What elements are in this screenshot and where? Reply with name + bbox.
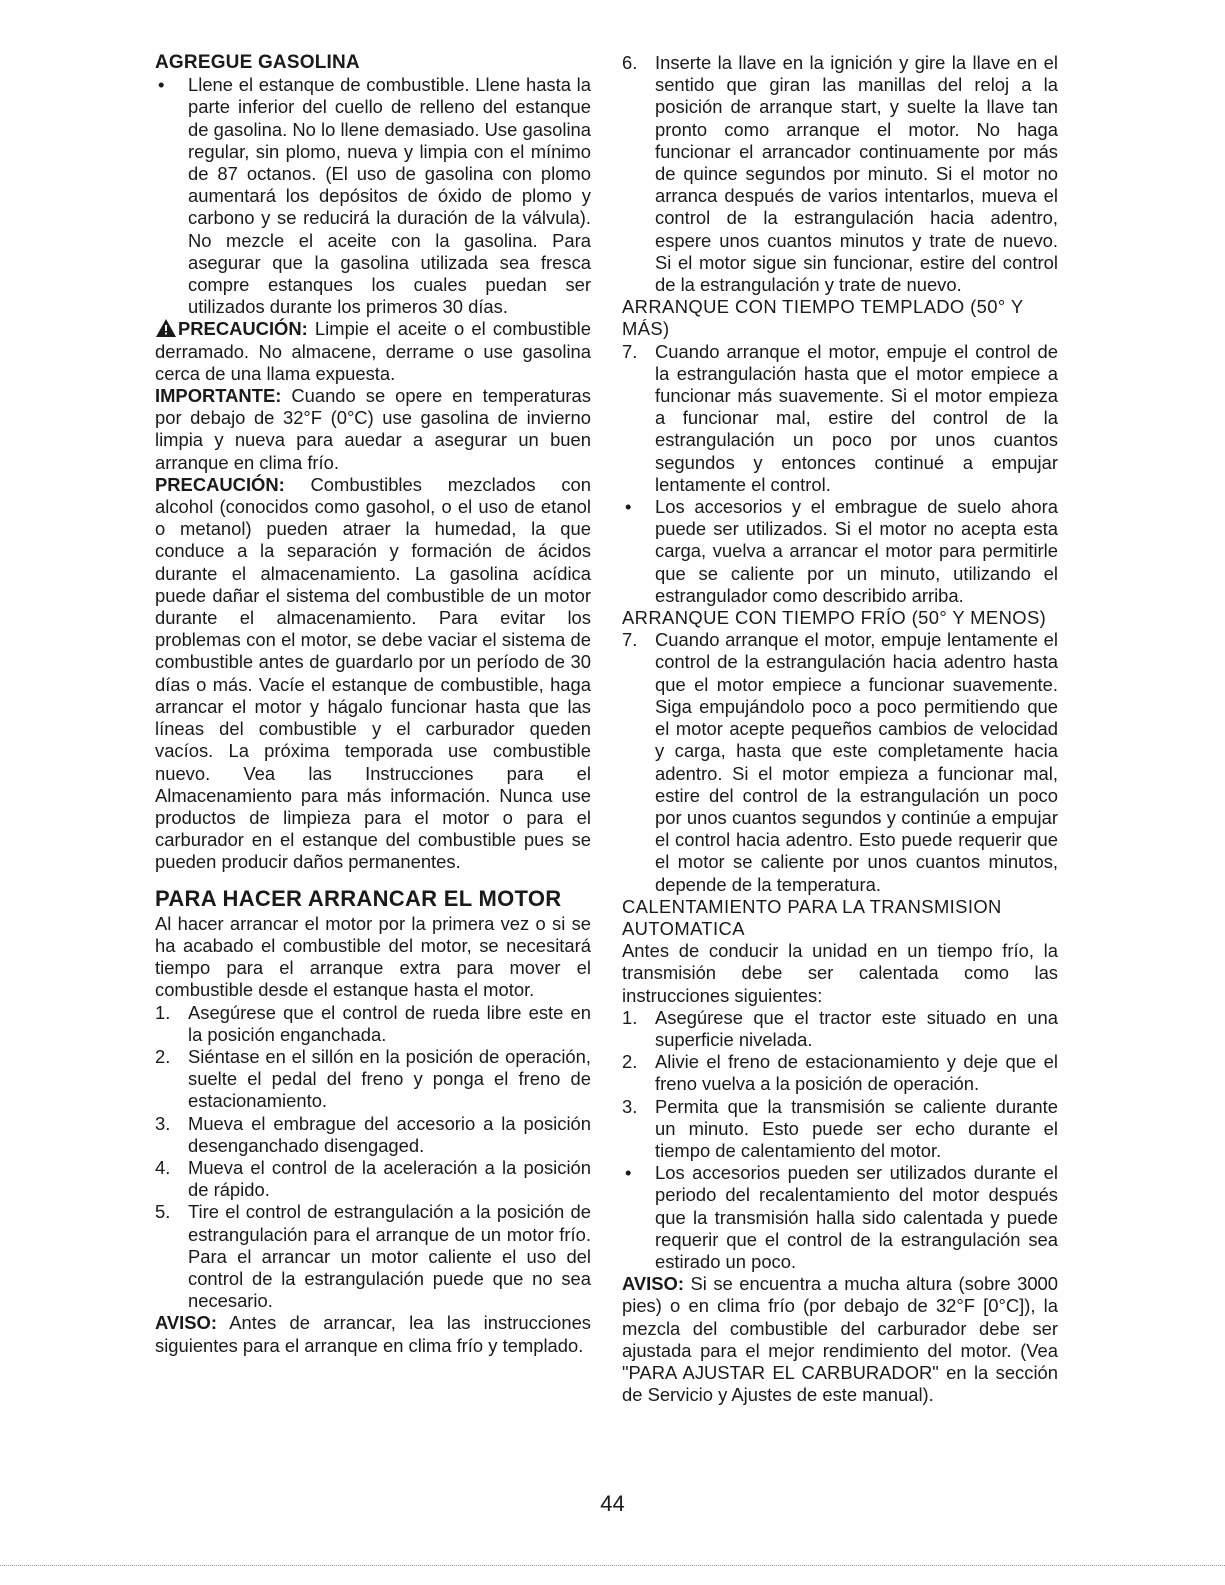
step-number: 2. [155, 1045, 171, 1067]
list-item-step-1 [155, 1002, 591, 1046]
step-number: 5. [155, 1201, 171, 1223]
step-text: Alivie el freno de estacionamiento y deje que el freno vuelva a la posición de operación. [655, 1051, 1058, 1095]
notice-paragraph-left [155, 1312, 591, 1356]
list-item-trans-step-1 [622, 1007, 1058, 1051]
step-number: 3. [155, 1112, 171, 1134]
list-item-step-6 [622, 52, 1058, 296]
bullet-text: Los accesorios y el embrague de suelo ahora puede ser utilizados. Si el motor no acepta esta carga, vuelva a arrancar el motor para permitirle que se caliente por un minuto, utilizando el estrangulador como describido arriba. [655, 496, 1058, 606]
list-item-cold-step-7 [622, 629, 1058, 895]
notice-text: Si se encuentra a mucha altura (sobre 3000 pies) o en clima frío (por debajo de 32°F [0°C]), la mezcla del combustible del carburador debe ser ajustada para el mejor rendimiento del motor. (Vea "PARA AJUSTAR EL CARBURADOR" en la sección de Servicio y Ajustes de este manual). [622, 1273, 1058, 1406]
caution-alcohol-label: PRECAUCIÓN: [155, 473, 285, 495]
list-item-warm-step-7 [622, 341, 1058, 496]
step-number: 7. [622, 629, 638, 651]
important-paragraph [155, 385, 591, 474]
divider [0, 1565, 1225, 1567]
step-text: Mueva el embrague del accesorio a la posición desenganchado disengaged. [188, 1112, 591, 1156]
heading-start-engine: PARA HACER ARRANCAR EL MOTOR [155, 885, 562, 911]
warning-triangle-icon [155, 318, 177, 338]
heading-add-fuel: AGREGUE GASOLINA [155, 52, 360, 73]
fill-tank-text: Llene el estanque de combustible. Llene hasta la parte inferior del cuello de relleno del estanque de gasolina. No lo llene demasiado. Use gasolina regular, sin plomo, nueva y limpia con el mínimo de 87 octanos. (El uso de gasolina con plomo aumentará los depósitos de óxido de plomo y carbono y se reducirá la duración de la válvula). No mezcle el aceite con la gasolina. Para asegurar que la gasolina utilizada sea fresca compre estanques los cuales puedan ser utilizados durante los primeros 30 días. [188, 74, 591, 318]
notice-label: AVISO: [622, 1273, 684, 1295]
bullet-text: Los accesorios pueden ser utilizados durante el periodo del recalentamiento del motor después que la transmisión halla sido calentada y puede requerir que el control de la estrangulación sea estirado un poco. [655, 1162, 1058, 1272]
heading-warm-start: ARRANQUE CON TIEMPO TEMPLADO (50° Y MÁS) [622, 296, 1024, 340]
caution-spill-text: Limpie el aceite o el combustible derramado. No almacene, derrame o use gasolina cerca de una llama expuesta. [155, 318, 591, 384]
list-item-step-2 [155, 1046, 591, 1113]
caution-spill-paragraph [155, 318, 591, 385]
notice-text: Antes de arrancar, lea las instrucciones siguientes para el arranque en clima frío y templado. [155, 1312, 591, 1356]
step-number: 1. [622, 1006, 638, 1028]
heading-transmission-warmup: CALENTAMIENTO PARA LA TRANSMISION AUTOMATICA [622, 895, 1002, 939]
step-text: Tire el control de estrangulación a la posición de estrangulación para el arranque de un motor frío. Para el arrancar un motor caliente el uso del control de la estrangulación puede que no sea necesario. [188, 1201, 591, 1312]
step-text: Cuando arranque el motor, empuje el control de la estrangulación hasta que el motor empiece a funcionar más suavemente. Si el motor empieza a funcionar mal, estire del control de la estrangulación un poco por unos cuantos segundos y entonces continué a empujar lentamente el control. [655, 340, 1058, 495]
step-number: 3. [622, 1095, 638, 1117]
right-column [622, 52, 1058, 1406]
list-item-trans-accessories [622, 1162, 1058, 1273]
step-number: 4. [155, 1156, 171, 1178]
step-number: 6. [622, 52, 638, 73]
important-label: IMPORTANTE: [155, 385, 282, 407]
notice-paragraph-right [622, 1273, 1058, 1406]
list-item-step-4 [155, 1157, 591, 1201]
caution-label: PRECAUCIÓN: [178, 318, 308, 340]
step-text: Asegúrese que el tractor este situado en una superficie nivelada. [655, 1006, 1058, 1050]
heading-cold-start: ARRANQUE CON TIEMPO FRÍO (50° Y MENOS) [622, 607, 1047, 629]
left-column [155, 52, 591, 1357]
step-number: 7. [622, 340, 638, 362]
page-number: 44 [600, 1491, 625, 1516]
list-item-fill-tank [155, 74, 591, 318]
bullet-icon: • [625, 496, 632, 518]
step-text: Permita que la transmisión se caliente durante un minuto. Esto puede ser echo durante el tiempo de calentamiento del motor. [655, 1095, 1058, 1161]
caution-alcohol-text: Combustibles mezclados con alcohol (conocidos como gasohol, o el uso de etanol o metanol) pueden atraer la humedad, la que conduce a la separación y formación de ácidos durante el almacenamiento. La gasolina acídica puede dañar el sistema del combustible de un motor durante el almacenamiento. Para evitar los problemas con el motor, se debe vaciar el sistema de combustible antes de guardarlo por un período de 30 días o más. Vacíe el estanque de combustible, haga arrancar el motor y hágalo funcionar hasta que las líneas del combustible y el carburador queden vacíos. La próxima temporada use combustible nuevo. Vea las Instrucciones para el Almacenamiento para más información. Nunca use productos de limpieza para el motor o para el carburador en el estanque del combustible pues se pueden producir daños permanentes. [155, 473, 591, 873]
transmission-intro: Antes de conducir la unidad en un tiempo frío, la transmisión debe ser calentada como las instrucciones siguientes: [622, 940, 1058, 1006]
list-item-trans-step-2 [622, 1051, 1058, 1095]
step-text: Inserte la llave en la ignición y gire la llave en el sentido que giran las manillas del reloj a la posición de arranque start, y suelte la llave tan pronto como arranque el motor. No haga funcionar el arrancador continuamente por más de quince segundos por minuto. Si el motor no arranca después de varios intentarlos, mueva el control de la estrangulación hacia adentro, espere unos cuantos minutos y trate de nuevo. Si el motor sigue sin funcionar, estire del control de la estrangulación y trate de nuevo. [655, 52, 1058, 296]
bullet-icon: • [158, 74, 165, 96]
list-item-warm-accessories [622, 496, 1058, 607]
caution-alcohol-paragraph [155, 474, 591, 874]
bullet-icon: • [625, 1162, 632, 1184]
step-text: Cuando arranque el motor, empuje lentamente el control de la estrangulación hacia adentro hasta que el motor empiece a funcionar suavemente. Siga empujándolo poco a poco permitiendo que el motor acepte pequeños cambios de velocidad y carga, hasta que este completamente hacia adentro. Si el motor empieza a funcionar mal, estire del control de la estrangulación un poco por unos cuantos segundos y continúe a empujar el control hacia adentro. Esto puede requerir que el motor se caliente por unos cuantos minutos, depende de la temperatura. [655, 629, 1058, 895]
important-text: Cuando se opere en temperaturas por debajo de 32°F (0°C) use gasolina de invierno limpia y nueva para auedar a asegurar un buen arranque en clima frío. [155, 385, 591, 473]
step-text: Siéntase en el sillón en la posición de operación, suelte el pedal del freno y ponga el freno de estacionamiento. [188, 1045, 591, 1112]
list-item-step-5 [155, 1201, 591, 1312]
step-number: 2. [622, 1051, 638, 1073]
step-number: 1. [155, 1001, 171, 1023]
list-item-step-3 [155, 1113, 591, 1157]
start-engine-intro: Al hacer arrancar el motor por la primera vez o si se ha acabado el combustible del motor, se necesitará tiempo para el arranque extra para mover el combustible desde el estanque hasta el motor. [155, 912, 591, 1001]
list-item-trans-step-3 [622, 1096, 1058, 1163]
notice-label: AVISO: [155, 1312, 217, 1334]
step-text: Mueva el control de la aceleración a la posición de rápido. [188, 1156, 591, 1201]
step-text: Asegúrese que el control de rueda libre este en la posición enganchada. [188, 1001, 591, 1045]
